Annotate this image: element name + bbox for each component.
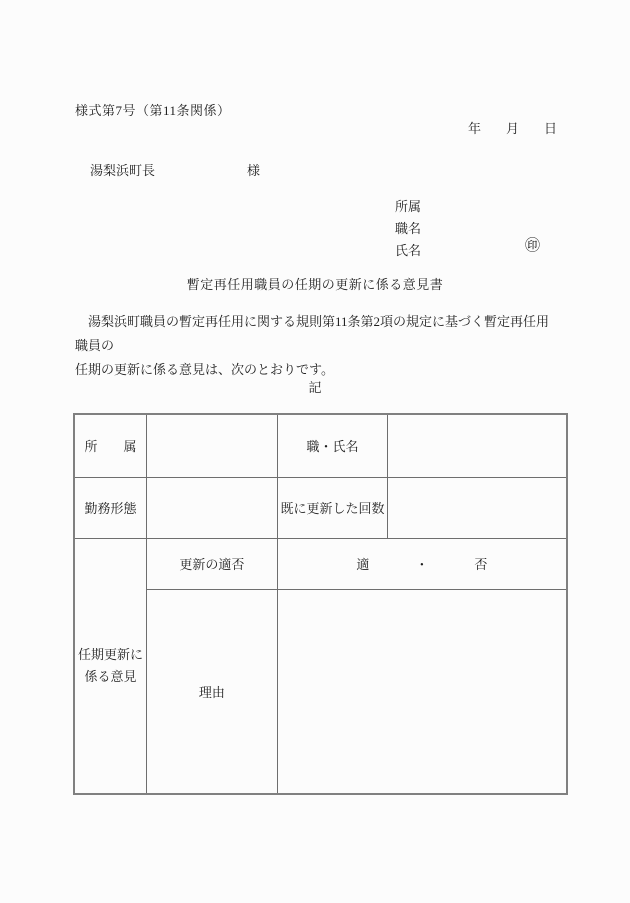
addressee-name: 湯梨浜町長 [90,163,156,178]
body-line-1: 湯梨浜町職員の暫定再任用に関する規則第11条第2項の規定に基づく暫定再任用職員の [75,314,550,353]
work-style-label-cell: 勤務形態 [74,477,146,538]
submitter-name-label: 氏名 [395,243,422,258]
opinion-label-line-2: 係る意見 [84,668,137,684]
renewed-count-value-cell [388,477,567,538]
body-paragraph [75,310,561,382]
opinion-form-table [73,413,568,795]
opinion-label-line-1: 任期更新に [77,646,143,662]
submitter-block [395,196,421,262]
date-month-label: 月 [505,121,519,136]
affiliation-label-cell: 所 属 [74,414,146,477]
affiliation-value-cell [146,414,277,477]
work-style-value-cell [146,477,277,538]
form-number: 様式第7号（第11条関係） [75,103,231,118]
submitter-affiliation-label: 所属 [395,199,422,214]
date-day-label: 日 [543,121,557,136]
record-marker: 記 [308,380,322,395]
seal-icon: ㊞ [525,238,541,254]
renewed-count-label-cell: 既に更新した回数 [277,477,388,538]
propriety-choice-cell [277,538,567,589]
opinion-label-cell [74,538,146,794]
job-name-value-cell [388,414,567,477]
body-line-2: 任期の更新に係る意見は、次のとおりです。 [75,362,334,377]
document-title: 暫定再任用職員の任期の更新に係る意見書 [186,277,444,292]
addressee-line [90,160,260,179]
choice-unsuitable-label: 否 [474,557,488,572]
job-name-label-cell: 職・氏名 [277,414,388,477]
choice-suitable-label: 適 [356,557,370,572]
propriety-choice-row [278,554,566,573]
date-line [468,118,557,137]
reason-value-cell [277,589,567,794]
submitter-position-label: 職名 [395,221,422,236]
addressee-honorific: 様 [247,163,261,178]
reason-label-cell: 理由 [146,589,277,794]
choice-separator: ・ [415,557,429,572]
date-year-label: 年 [467,121,481,136]
renewal-propriety-label-cell: 更新の適否 [146,538,277,589]
